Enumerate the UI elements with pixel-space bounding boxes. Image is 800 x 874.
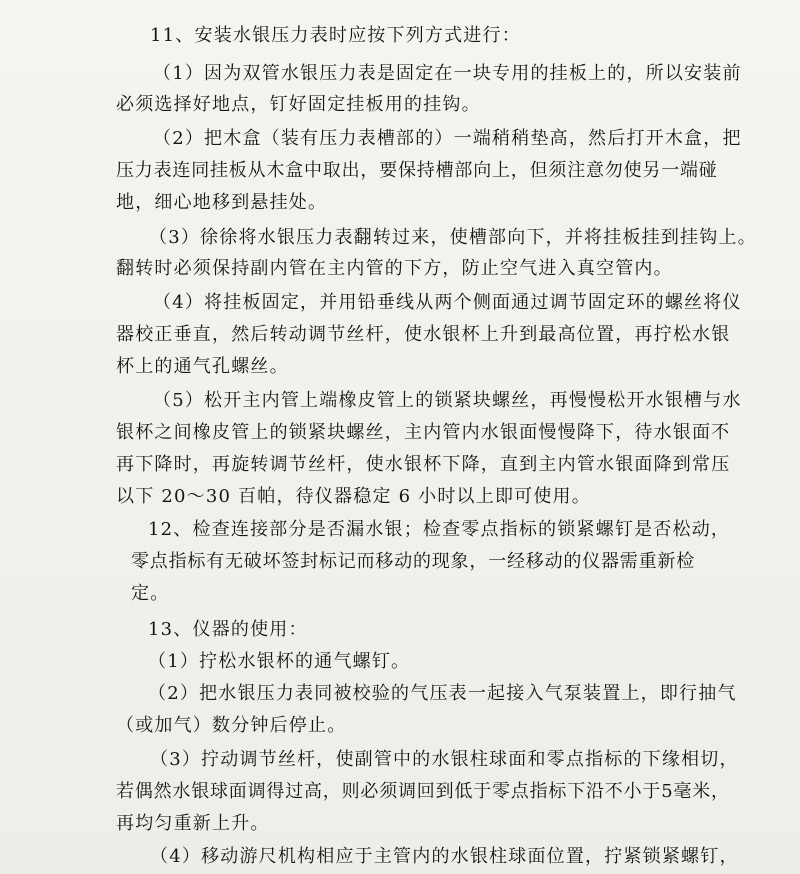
text-line: 13、仪器的使用： — [148, 619, 308, 640]
text-line: 零点指标有无破坏签封标记而移动的现象，一经移动的仪器需重新检 — [131, 551, 695, 572]
text-line: （2）把水银压力表同被校验的气压表一起接入气泵装置上，即行抽气 — [148, 683, 737, 704]
text-line: 压力表连同挂板从木盒中取出，要保持槽部向上，但须注意勿使另一端碰 — [116, 160, 718, 181]
text-line: 再均匀重新上升。 — [116, 813, 270, 834]
text-line: 定。 — [131, 583, 170, 604]
text-line: （3）拧动调节丝杆，使副管中的水银柱球面和零点指标的下缘相切， — [150, 749, 739, 770]
text-line: （或加气）数分钟后停止。 — [116, 715, 347, 736]
text-line: （2）把木盒（装有压力表槽部的）一端稍稍垫高，然后打开木盒，把 — [153, 128, 742, 149]
text-line: 地，细心地移到悬挂处。 — [116, 192, 328, 213]
text-line: （5）松开主内管上端橡皮管上的锁紧块螺丝，再慢慢松开水银槽与水 — [153, 390, 742, 411]
text-line: 翻转时必须保持副内管在主内管的下方，防止空气进入真空管内。 — [116, 258, 673, 279]
text-line: 再下降时，再旋转调节丝杆，使水银杯下降，直到主内管水银面降到常压 — [116, 454, 731, 475]
text-line: （1）因为双管水银压力表是固定在一块专用的挂板上的，所以安装前 — [153, 63, 742, 84]
text-line: 若偶然水银球面调得过高，则必须调回到低于零点指标下沿不小于5毫米， — [116, 781, 730, 802]
text-line: 必须选择好地点，钉好固定挂板用的挂钩。 — [116, 94, 481, 115]
text-line: （4）将挂板固定，并用铅垂线从两个侧面通过调节固定环的螺丝将仪 — [153, 292, 742, 313]
text-line: 银杯之间橡皮管上的锁紧块螺丝，主内管内水银面慢慢降下，待水银面不 — [116, 422, 731, 443]
text-line: 以下 20～30 百帕，待仪器稳定 6 小时以上即可使用。 — [116, 486, 591, 507]
text-line: 器校正垂直，然后转动调节丝杆，使水银杯上升到最高位置，再拧松水银 — [116, 324, 731, 345]
text-line: （1）拧松水银杯的通气螺钉。 — [148, 651, 411, 672]
text-line: 11、安装水银压力表时应按下列方式进行： — [150, 25, 521, 46]
text-line: 12、检查连接部分是否漏水银；检查零点指标的锁紧螺钉是否松动， — [148, 519, 731, 540]
text-line: （4）移动游尺机构相应于主管内的水银柱球面位置，拧紧锁紧螺钉， — [150, 846, 739, 867]
text-line: （3）徐徐将水银压力表翻转过来，使槽部向下，并将挂板挂到挂钩上。 — [149, 227, 757, 248]
text-line: 杯上的通气孔螺丝。 — [116, 356, 289, 377]
